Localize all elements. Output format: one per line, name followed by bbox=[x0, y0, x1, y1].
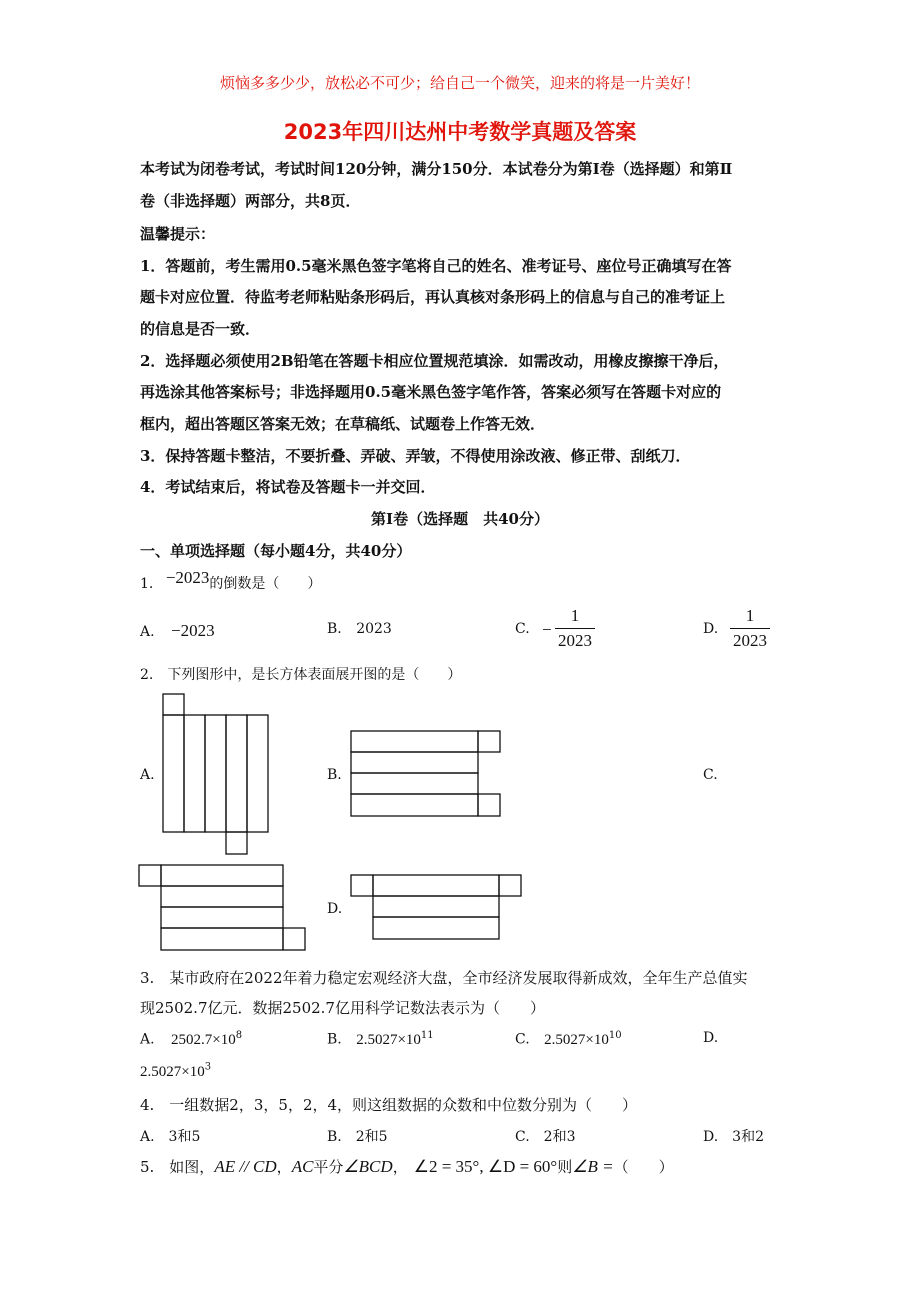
q1-option-a-value: −2023 bbox=[171, 621, 215, 640]
tip-3: 3．保持答题卡整洁，不要折叠、弄破、弄皱，不得使用涂改液、修正带、刮纸刀． bbox=[140, 447, 691, 465]
q1-option-c-denominator: 2023 bbox=[558, 631, 592, 650]
q1-option-c-sign: − bbox=[542, 620, 552, 639]
q2-option-c-figure bbox=[138, 864, 308, 954]
net-face bbox=[139, 865, 161, 886]
q1-option-a bbox=[140, 621, 215, 641]
net-face bbox=[161, 928, 283, 950]
q3-option-c-exponent: 10 bbox=[608, 1030, 622, 1041]
q2-option-c-label: C. bbox=[703, 767, 718, 783]
net-face bbox=[226, 832, 247, 854]
q3-option-c-label: C. bbox=[515, 1031, 530, 1048]
q3-option-a bbox=[140, 1030, 242, 1049]
q4-option-c: C. 2和3 bbox=[515, 1129, 576, 1145]
net-face bbox=[163, 715, 184, 832]
tip-1-line-3: 的信息是否一致． bbox=[140, 320, 261, 338]
q1-expression: −2023 bbox=[165, 568, 210, 587]
q3-option-d-base: 2.5027×10 bbox=[140, 1064, 205, 1080]
q3-option-a-label: A. bbox=[140, 1031, 155, 1048]
tip-2-line-1: 2．选择题必须使用2B铅笔在答题卡相应位置规范填涂．如需改动，用橡皮擦擦干净后， bbox=[140, 352, 729, 370]
tips-title: 温馨提示： bbox=[140, 225, 216, 243]
tip-2-line-3: 框内，超出答题区答案无效；在草稿纸、试题卷上作答无效． bbox=[140, 415, 546, 433]
q5-math-given-angles: ∠2 = 35°, ∠D = 60° bbox=[413, 1157, 558, 1176]
q5-math-angle-bcd: ∠BCD bbox=[343, 1157, 393, 1176]
net-face bbox=[184, 715, 205, 832]
q4-option-d: D. 3和2 bbox=[703, 1129, 764, 1145]
fraction-bar bbox=[730, 628, 770, 629]
net-face bbox=[351, 752, 478, 773]
net-face bbox=[499, 875, 521, 896]
q1-stem-text: 的倒数是（ ） bbox=[209, 576, 322, 592]
net-face bbox=[247, 715, 268, 832]
net-face bbox=[351, 875, 373, 896]
q5-math-angle-b: ∠B = bbox=[572, 1157, 614, 1176]
tip-1-line-1: 1．答题前，考生需用0.5毫米黑色签字笔将自己的姓名、准考证号、座位号正确填写在答 bbox=[140, 257, 732, 275]
q2-option-d-label: D. bbox=[327, 901, 343, 917]
q5-number: 5. 如图， bbox=[140, 1158, 215, 1176]
q3-option-d bbox=[140, 1061, 211, 1081]
net-face bbox=[161, 886, 283, 907]
tip-1-line-2: 题卡对应位置．待监考老师粘贴条形码后，再认真核对条形码上的信息与自己的准考证上 bbox=[140, 288, 726, 306]
q4-stem: 4. 一组数据2，3，5，2，4，则这组数据的众数和中位数分别为（ ） bbox=[140, 1096, 638, 1114]
q3-option-b bbox=[327, 1030, 434, 1049]
section-part-heading: 一、单项选择题（每小题4分，共40分） bbox=[140, 542, 412, 560]
q5-text-5: （ ） bbox=[613, 1158, 674, 1176]
q1-stem bbox=[140, 568, 322, 593]
fraction-bar bbox=[555, 628, 595, 629]
net-face bbox=[351, 794, 478, 816]
q5-math-cd: CD bbox=[253, 1157, 277, 1176]
q5-math-ae: AE bbox=[214, 1157, 236, 1176]
q3-option-d-label: D. bbox=[703, 1030, 719, 1046]
q5-text-1: ， bbox=[276, 1158, 292, 1176]
net-face bbox=[478, 731, 500, 752]
q1-option-c-numerator: 1 bbox=[570, 606, 580, 625]
net-face bbox=[283, 928, 305, 950]
q5-text-2: 平分 bbox=[313, 1158, 344, 1176]
q1-option-d-numerator: 1 bbox=[745, 606, 755, 625]
q3-option-b-base: 2.5027×10 bbox=[356, 1031, 421, 1048]
q2-option-d-figure bbox=[350, 874, 525, 944]
q5-text-3: ， bbox=[392, 1158, 408, 1176]
q3-stem-line-1: 3. 某市政府在2022年着力稳定宏观经济大盘，全市经济发展取得新成效，全年生产总值实 bbox=[140, 969, 748, 987]
q2-option-a-label: A. bbox=[140, 767, 155, 783]
q1-number: 1. bbox=[140, 576, 154, 592]
tip-2-line-2: 再选涂其他答案标号；非选择题用0.5毫米黑色签字笔作答，答案必须写在答题卡对应的 bbox=[140, 383, 722, 401]
q4-option-b: B. 2和5 bbox=[327, 1129, 388, 1145]
q3-option-c bbox=[515, 1030, 622, 1049]
q1-option-d-fraction bbox=[730, 606, 770, 651]
net-face bbox=[205, 715, 226, 832]
net-face bbox=[161, 865, 283, 886]
q1-option-a-label: A. bbox=[140, 624, 155, 640]
q3-option-b-label: B. bbox=[327, 1031, 342, 1048]
net-face bbox=[351, 773, 478, 794]
section-title: 第Ⅰ卷（选择题 共40分） bbox=[371, 510, 549, 528]
net-face bbox=[161, 907, 283, 928]
page-motto: 烦恼多多少少，放松必不可少；给自己一个微笑，迎来的将是一片美好！ bbox=[219, 74, 700, 92]
q1-option-c-label: C. bbox=[515, 621, 530, 637]
q1-option-b-value: 2023 bbox=[356, 621, 392, 637]
net-face bbox=[163, 694, 184, 715]
net-face bbox=[226, 715, 247, 832]
q2-option-b-label: B. bbox=[327, 767, 342, 783]
q1-option-d-label: D. bbox=[703, 621, 719, 637]
q5-math-parallel: // bbox=[235, 1157, 254, 1176]
net-face bbox=[373, 917, 499, 939]
intro-line-1: 本考试为闭卷考试，考试时间120分钟，满分150分．本试卷分为第Ⅰ卷（选择题）和第Ⅱ bbox=[140, 160, 733, 178]
net-face bbox=[373, 896, 499, 917]
q5-math-ac: AC bbox=[291, 1157, 314, 1176]
net-face bbox=[351, 731, 478, 752]
q3-option-d-exponent: 3 bbox=[204, 1061, 212, 1073]
q2-option-b-figure bbox=[350, 730, 505, 820]
intro-line-2: 卷（非选择题）两部分，共8页． bbox=[140, 192, 361, 210]
q5-stem bbox=[140, 1156, 674, 1177]
q3-stem-line-2: 现2502.7亿元．数据2502.7亿用科学记数法表示为（ ） bbox=[140, 999, 545, 1017]
q3-option-b-exponent: 11 bbox=[420, 1030, 434, 1041]
page-title: 2023年四川达州中考数学真题及答案 bbox=[283, 120, 637, 144]
net-face bbox=[478, 794, 500, 816]
q4-option-a: A. 3和5 bbox=[140, 1129, 201, 1145]
tip-4: 4．考试结束后，将试卷及答题卡一并交回． bbox=[140, 478, 436, 496]
q1-option-d-denominator: 2023 bbox=[733, 631, 767, 650]
q2-option-a-figure bbox=[162, 693, 272, 857]
q1-option-c-fraction bbox=[555, 606, 595, 651]
q5-text-4: 则 bbox=[557, 1158, 573, 1176]
q1-option-b bbox=[327, 621, 392, 637]
net-face bbox=[373, 875, 499, 896]
q3-option-a-exponent: 8 bbox=[235, 1030, 243, 1041]
q1-option-b-label: B. bbox=[327, 621, 342, 637]
q3-option-c-base: 2.5027×10 bbox=[544, 1031, 609, 1048]
q3-option-a-base: 2502.7×10 bbox=[171, 1031, 236, 1048]
q2-stem: 2. 下列图形中，是长方体表面展开图的是（ ） bbox=[140, 667, 462, 683]
